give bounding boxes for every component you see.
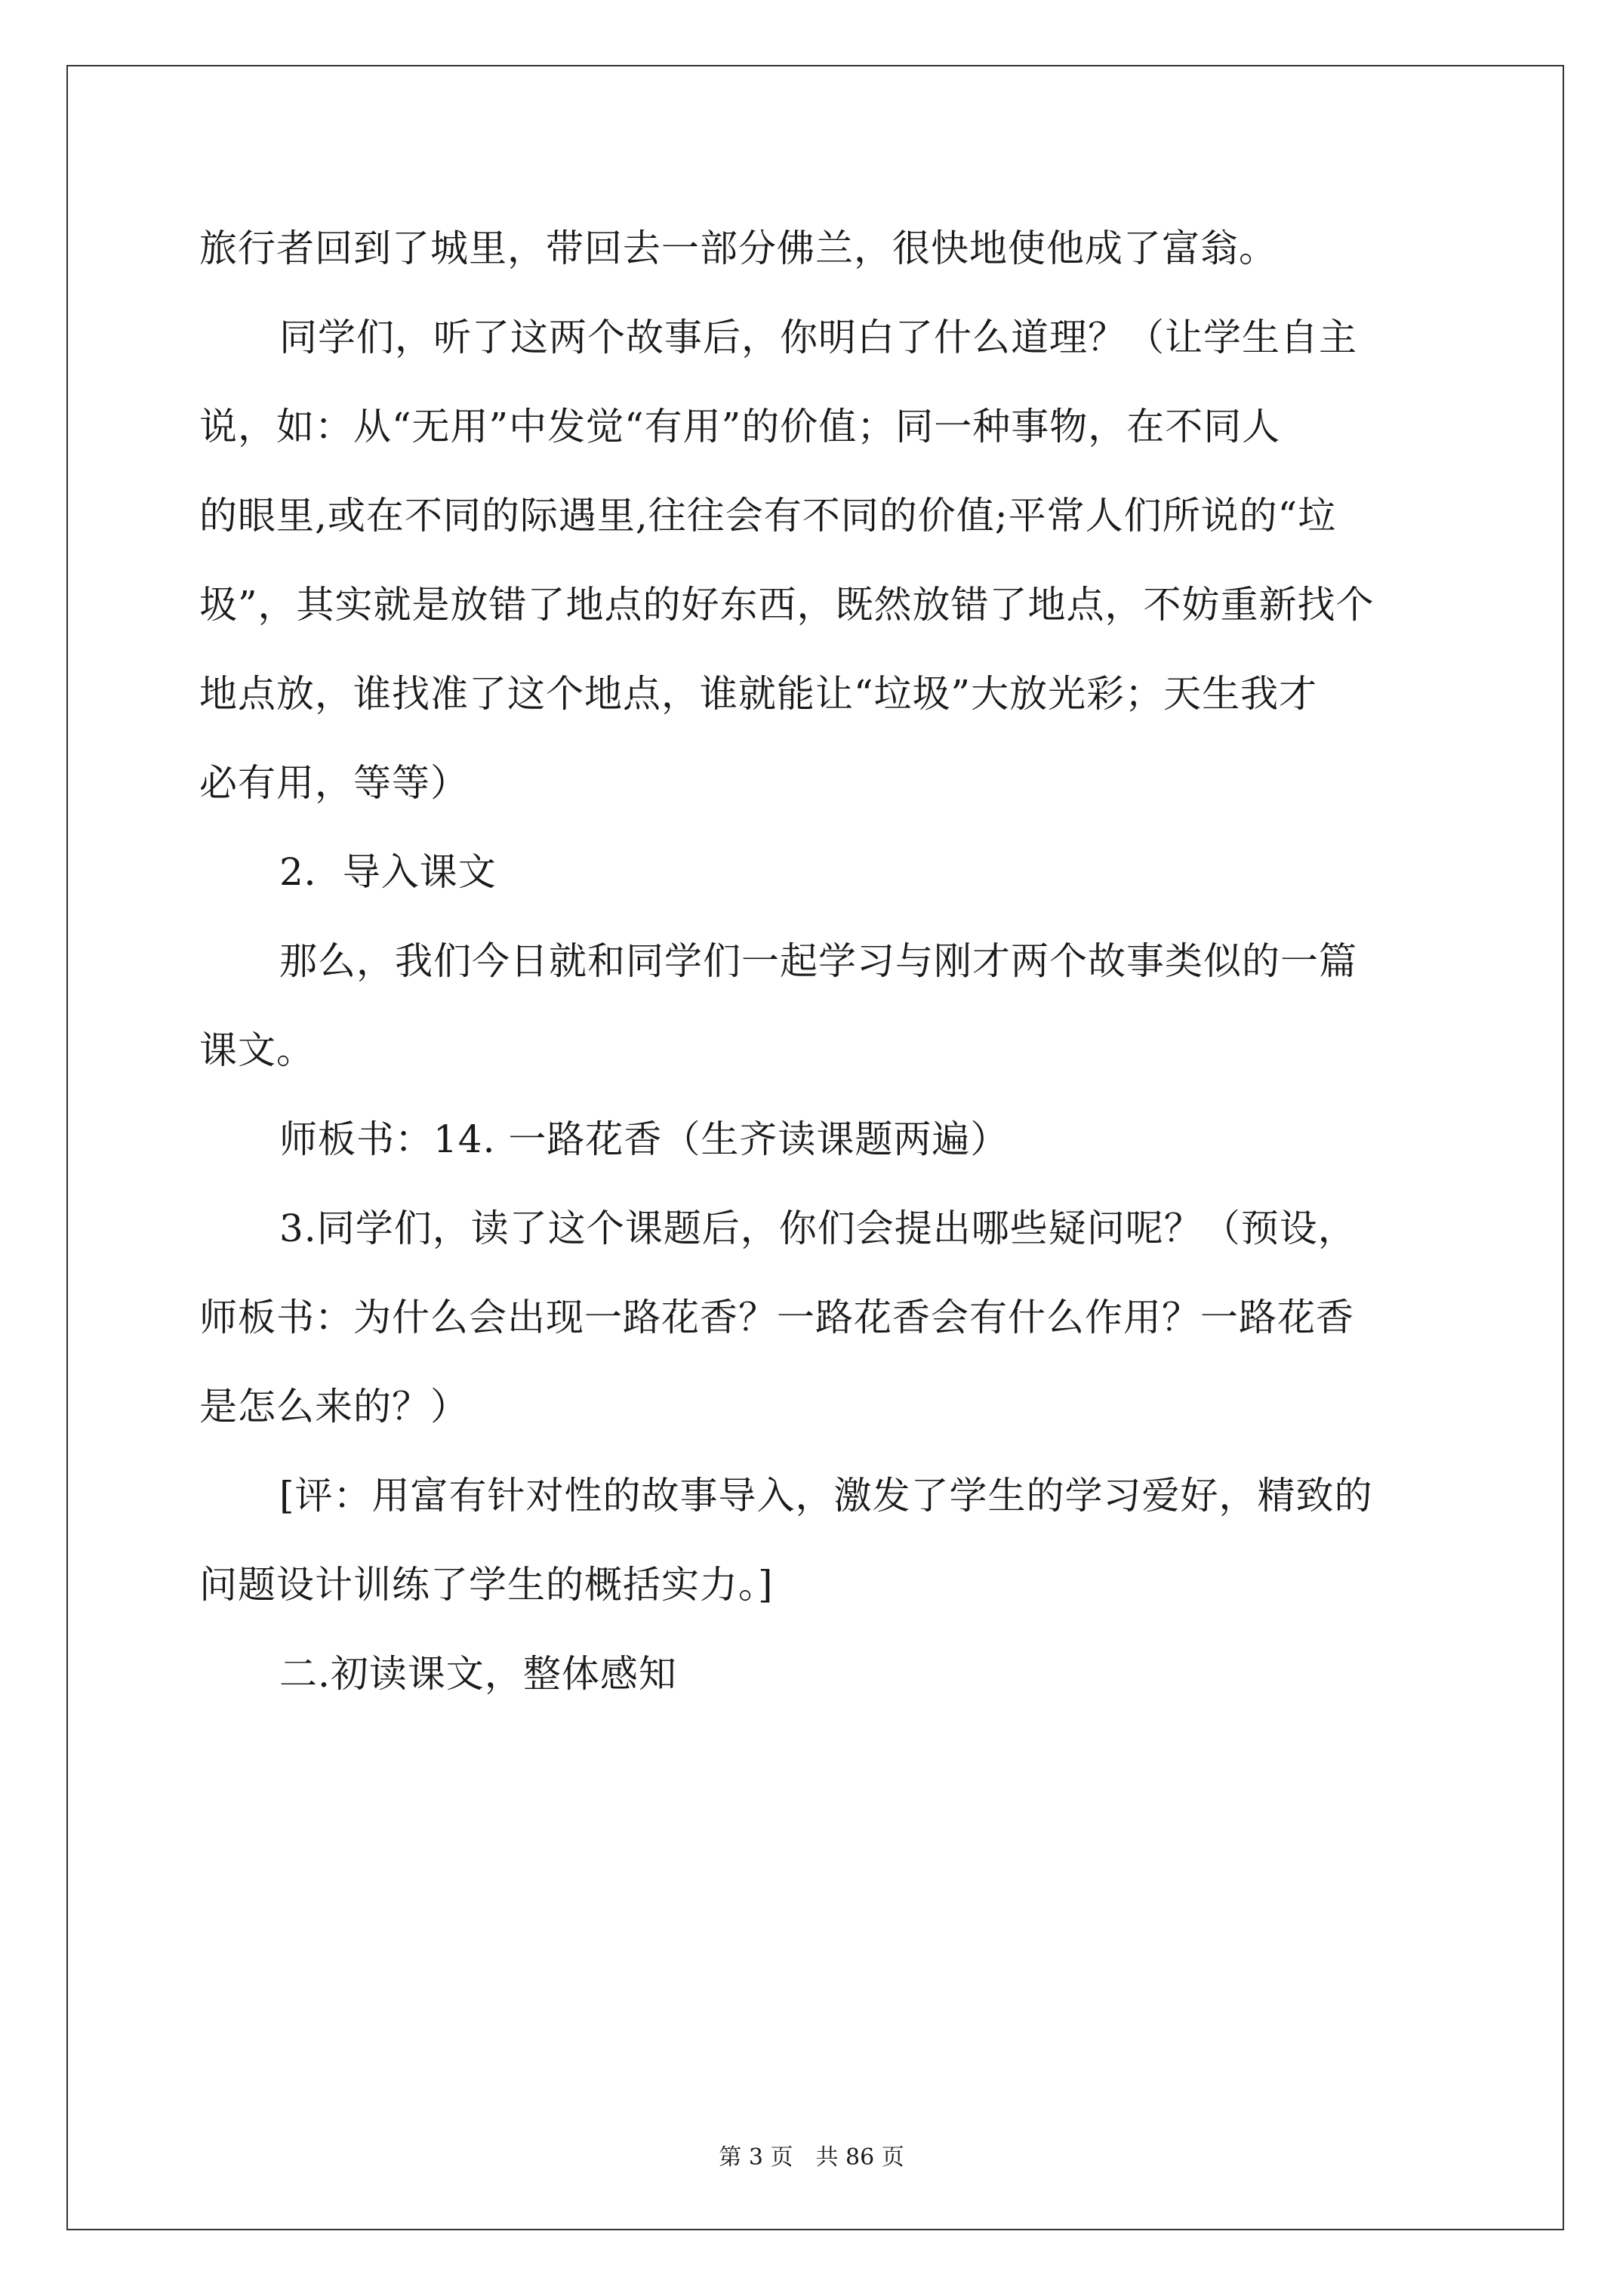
text-line: 圾”，其实就是放错了地点的好东西，既然放错了地点，不妨重新找个 xyxy=(199,583,1375,627)
text-line: 师板书：14. 一路花香（生齐读课题两遍） xyxy=(279,1117,1009,1161)
text-line: 同学们，听了这两个故事后，你明白了什么道理？（让学生自主 xyxy=(279,316,1357,359)
text-line: 是怎么来的？） xyxy=(199,1385,469,1428)
section-heading: 2．导入课文 xyxy=(279,850,497,894)
text-line: 那么，我们今日就和同学们一起学习与刚才两个故事类似的一篇 xyxy=(279,939,1357,983)
text-line: 必有用，等等） xyxy=(199,761,469,805)
section-heading: 二.初读课文，整体感知 xyxy=(279,1652,677,1696)
document-body xyxy=(199,204,1437,1718)
text-line: 师板书：为什么会出现一路花香？一路花香会有什么作用？一路花香 xyxy=(199,1296,1354,1339)
page-number-footer: 第 3 页 共 86 页 xyxy=(719,2144,904,2171)
text-line: 旅行者回到了城里，带回去一部分佛兰，很快地使他成了富翁。 xyxy=(199,227,1277,270)
text-line: 地点放，谁找准了这个地点，谁就能让“垃圾”大放光彩；天生我才 xyxy=(199,672,1318,716)
text-line: 的眼里,或在不同的际遇里,往往会有不同的价值;平常人们所说的“垃 xyxy=(199,494,1337,538)
text-line: 课文。 xyxy=(199,1028,315,1072)
comment-line: [评：用富有针对性的故事导入，激发了学生的学习爱好，精致的 xyxy=(279,1474,1373,1518)
comment-line: 问题设计训练了学生的概括实力。] xyxy=(199,1563,774,1607)
text-line: 说，如：从“无用”中发觉“有用”的价值；同一种事物，在不同人 xyxy=(199,405,1281,448)
text-line: 3.同学们，读了这个课题后，你们会提出哪些疑问呢？（预设， xyxy=(279,1207,1357,1250)
